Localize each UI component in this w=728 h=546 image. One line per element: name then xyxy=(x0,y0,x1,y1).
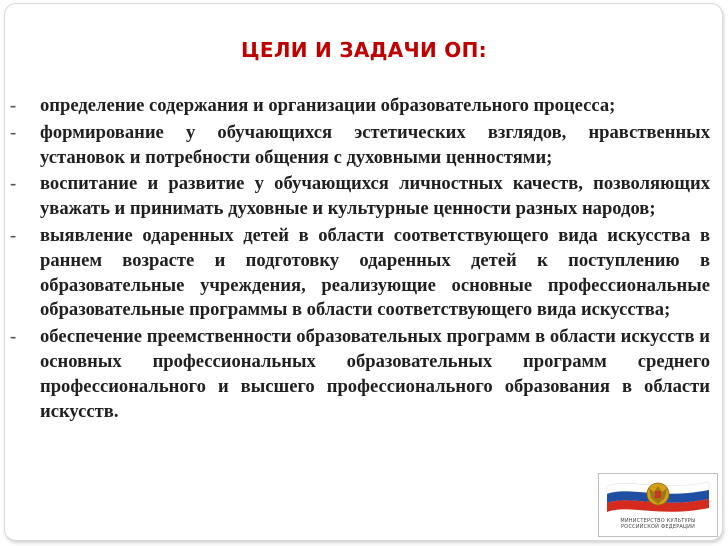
list-item-text: формирование у обучающихся эстетических взглядов, нравственных установок и потребности общения с духовными ценностями; xyxy=(40,121,710,168)
list-item xyxy=(10,94,710,119)
bullet-dash-icon: - xyxy=(10,121,17,143)
list-item-text: определение содержания и организации образовательного процесса; xyxy=(40,95,616,116)
bullet-dash-icon: - xyxy=(10,173,17,195)
ministry-logo xyxy=(598,473,718,537)
list-item xyxy=(10,325,710,424)
list-item-text: воспитание и развитие у обучающихся личностных качеств, позволяющих уважать и принимать духовные и культурные ценности разных народов; xyxy=(40,173,710,220)
slide-title: ЦЕЛИ И ЗАДАЧИ ОП: xyxy=(241,38,487,62)
logo-caption: МИНИСТЕРСТВО КУЛЬТУРЫ РОССИЙСКОЙ ФЕДЕРАЦИИ xyxy=(620,518,696,530)
goals-list xyxy=(10,94,710,426)
list-item-text: обеспечение преемственности образовательных программ в области искусств и основных профессиональных образовательных программ среднего профессионального и высшего профессионального образования в области искусств. xyxy=(40,326,710,422)
list-item xyxy=(10,224,710,323)
bullet-dash-icon: - xyxy=(10,95,17,116)
bullet-dash-icon: - xyxy=(10,224,17,246)
list-item-text: выявление одаренных детей в области соответствующего вида искусства в раннем возрасте и подготовку одаренных детей к поступлению в образовательные учреждения, реализующие основные профессиональные образовательные программы в области соответствующего вида искусства; xyxy=(40,224,710,321)
bullet-dash-icon: - xyxy=(10,326,17,348)
list-item xyxy=(10,121,710,171)
list-item xyxy=(10,172,710,222)
